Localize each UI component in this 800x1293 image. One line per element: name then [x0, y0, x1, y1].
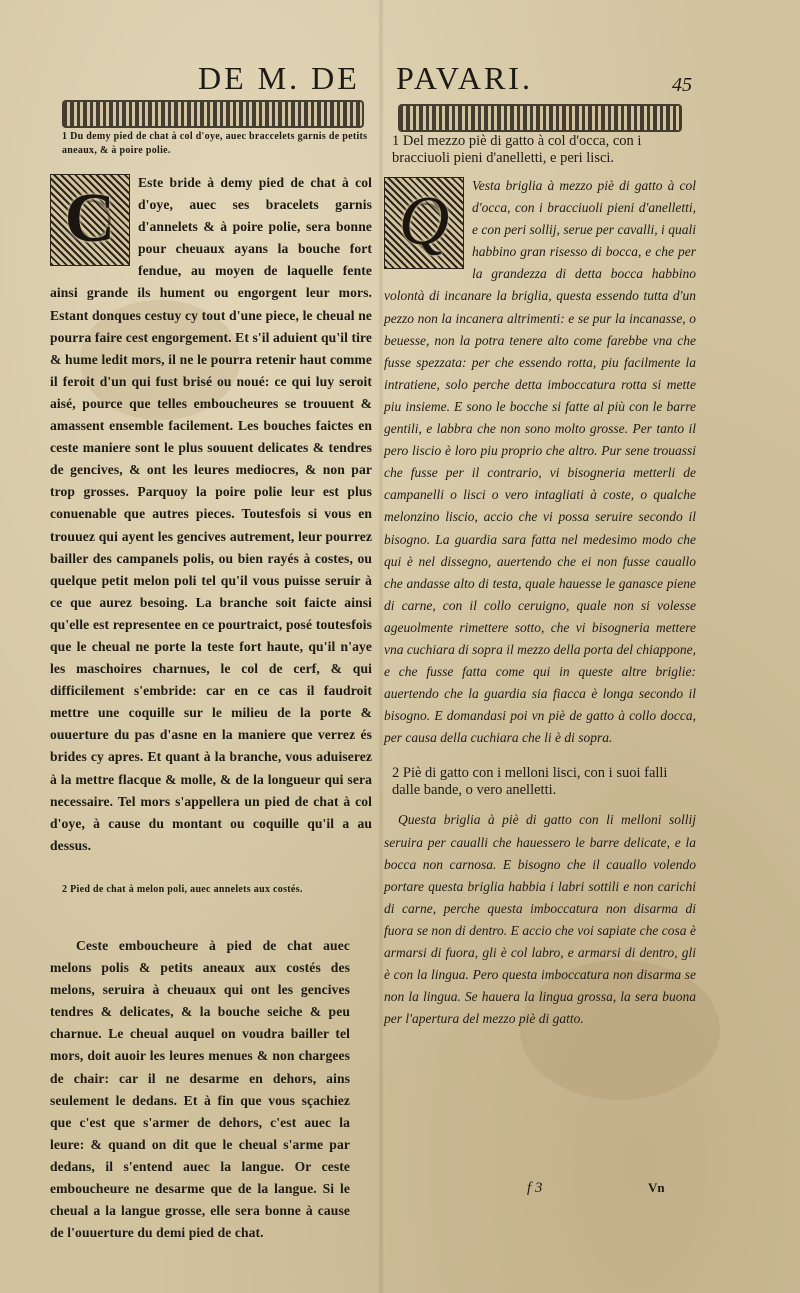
running-head-right: PAVARI. — [396, 60, 533, 96]
catchword: Vn — [648, 1180, 665, 1195]
french-caption-1: 1 Du demy pied de chat à col d'oye, auec braccelets garnis de petits aneaux, & à poire polie. — [62, 131, 368, 156]
italian-paragraph-1-text: Vesta briglia à mezzo piè di gatto à col d'occa, con i bracciuoli pieni d'anelletti, e con peri sollij, serue per cavalli, i quali habbino gran risesso di bocca, e che per la grandezza di detta bocca habbino volontà di incanare la briglia, questa essendo tutta d'un pezzo non la incanera altrimenti: e se pur la incanasse, o beuesse, non la potra tenere alto come farebbe vna che fusse spezzata: per che essendo rotta, piu facilmente la intratiene, solo perche detta imboccatura rotta si mette piu insieme. E sono le bocche si fatte al più con le barre gentili, e labbra che non sono molto grosse. Per tanto il pero liscio è loro piu proprio che altro. Pur sene trouassi che fusse per il contrario, vi bisogneria metterli de campanelli o lisci o vero intagliati à coste, o qualche melonzino liscio, accio che vi possa seruire secondo il bisogno. La guardia sara fatta nel medesimo modo che qui è nel dissegno, auertendo che ei non fusse cauallo che andasse alto di testa, quale hauesse le ganasce piene di carne, con il collo ceruigno, quale non si volesse ageuolmente rimettere sotto, che vi bisogneria mettere vna cuchiara di sopra il mezzo della porta del chiappone, e che fusse fatta come qui in queste altre briglie: auertendo che la guardia sia fiacca è longa secondo il bisogno. E domandasi poi vn piè de gatto à collo docca, per causa della cuchiara che li è di sopra. — [384, 178, 696, 746]
italian-column — [384, 133, 696, 1030]
italian-caption-1: 1 Del mezzo piè di gatto à col d'occa, con i bracciuoli pieni d'anelletti, e peri lisci. — [392, 133, 642, 166]
french-paragraph-1-text: Este bride à demy pied de chat à col d'oye, auec ses bracelets garnis d'annelets & à poire polie, sera bonne pour cheuaux ayans la bouche fort fendue, au moyen de laquelle fente ainsi grande ils hument ou engorgent leur mors. Estant donques cestuy cy tout d'une piece, le cheual ne pourra faire cest engorgement. Et s'il aduient qu'il tire & hume ledit mors, il ne le pourra retenir haut comme il feroit d'un qui fust brisé ou noué: ce qui luy seroit aisé, pource que telles emboucheures se trouuent & amassent ensemble facilement. Les bouches faictes en ceste maniere sont le plus souuent delicates & tendres de gencives, & ont les leures mediocres, & non par trop grosses. Parquoy la poire polie leur est plus conuenable que autres pieces. Toutesfois si vous en trouuez qui ayent les gencives autrement, leur pourrez bailler des campanels polis, ou bien rayés à costes, ou quelque petit melon poli tel qu'il vous puisse seruir à ce que aurez besoing. La branche soit faicte ainsi qu'elle est representee en ce pourtraict, posé toutesfois que le cheual ne porte la teste fort haute, qu'il n'aye les maschoires charnues, le col de cerf, & qui difficilement s'embride: car en ce cas il faudroit mettre une coquille sur le milieu de la porte & ouuerture du pas d'asne en la maniere que verrez és brides cy apres. Et quant à la branche, vous aduiserez à la mettre flacque & molle, & de la longueur qui sera necessaire. Tel mors s'appellera un pied de chat à col d'oye, à cause du montant ou coquille qu'il a au dessus. — [50, 175, 372, 853]
french-column-lower — [50, 935, 350, 1241]
french-dropcap-letter: C — [64, 180, 116, 257]
italian-dropcap — [384, 177, 464, 269]
italian-caption-2: 2 Piè di gatto con i melloni lisci, con i suoi falli dalle bande, o vero anelletti. — [392, 765, 668, 799]
ornament-band-left — [62, 100, 364, 128]
french-caption-2: 2 Pied de chat à melon poli, auec annelets aux costés. — [62, 883, 303, 895]
french-paragraph-2: Ceste emboucheure à pied de chat auec melons polis & petits aneaux aux costés des melons, seruira à cheuaux qui ont les gencives tendres & delicates, & la bouche seiche & peu charnue. Le cheual auquel on voudra bailler tel mors, doit auoir les leures menues & non chargees de chair: car il ne desarme en dehors, ains seulement le dedans. Et à fin que vous sçachiez que c'est que s'armer de dehors, c'est auec la leure: & quand on dit que le cheual s'arme par dedans, il s'entend auec la langue. Or ceste emboucheure ne desarme que de la langue. Si le cheual a la langue grosse, elle sera bonne à cause de l'ouuerture du demi pied de chat. — [50, 938, 350, 1241]
running-head-left: DE M. DE — [198, 60, 360, 96]
folio-number: 45 — [672, 74, 692, 96]
french-dropcap — [50, 174, 130, 266]
running-head — [0, 60, 800, 100]
italian-paragraph-1 — [384, 175, 696, 749]
italian-dropcap-letter: Q — [398, 183, 450, 260]
french-paragraph-1 — [50, 172, 372, 857]
french-column — [50, 130, 372, 897]
ornament-band-right — [398, 104, 682, 132]
italian-paragraph-2: Questa briglia à piè di gatto con li melloni sollij seruira per caualli che hauessero le barre delicate, e la bocca non carnosa. E bisogno che il cauallo volendo portare questa briglia habbia i labri sottili e non carichi di carne, perche questa imboccatura non disarma di fuora se non di dentro. E accio che voi sapiate che cosa è armarsi di fuora, gli è col labro, e armarsi di dentro, gli è con la lingua. Pero questa imboccatura non disarma se non la lingua. Se hauera la lingua grossa, la sera buona per l'apertura del mezzo piè di gatto. — [384, 812, 696, 1027]
signature-mark: f 3 — [527, 1180, 543, 1196]
